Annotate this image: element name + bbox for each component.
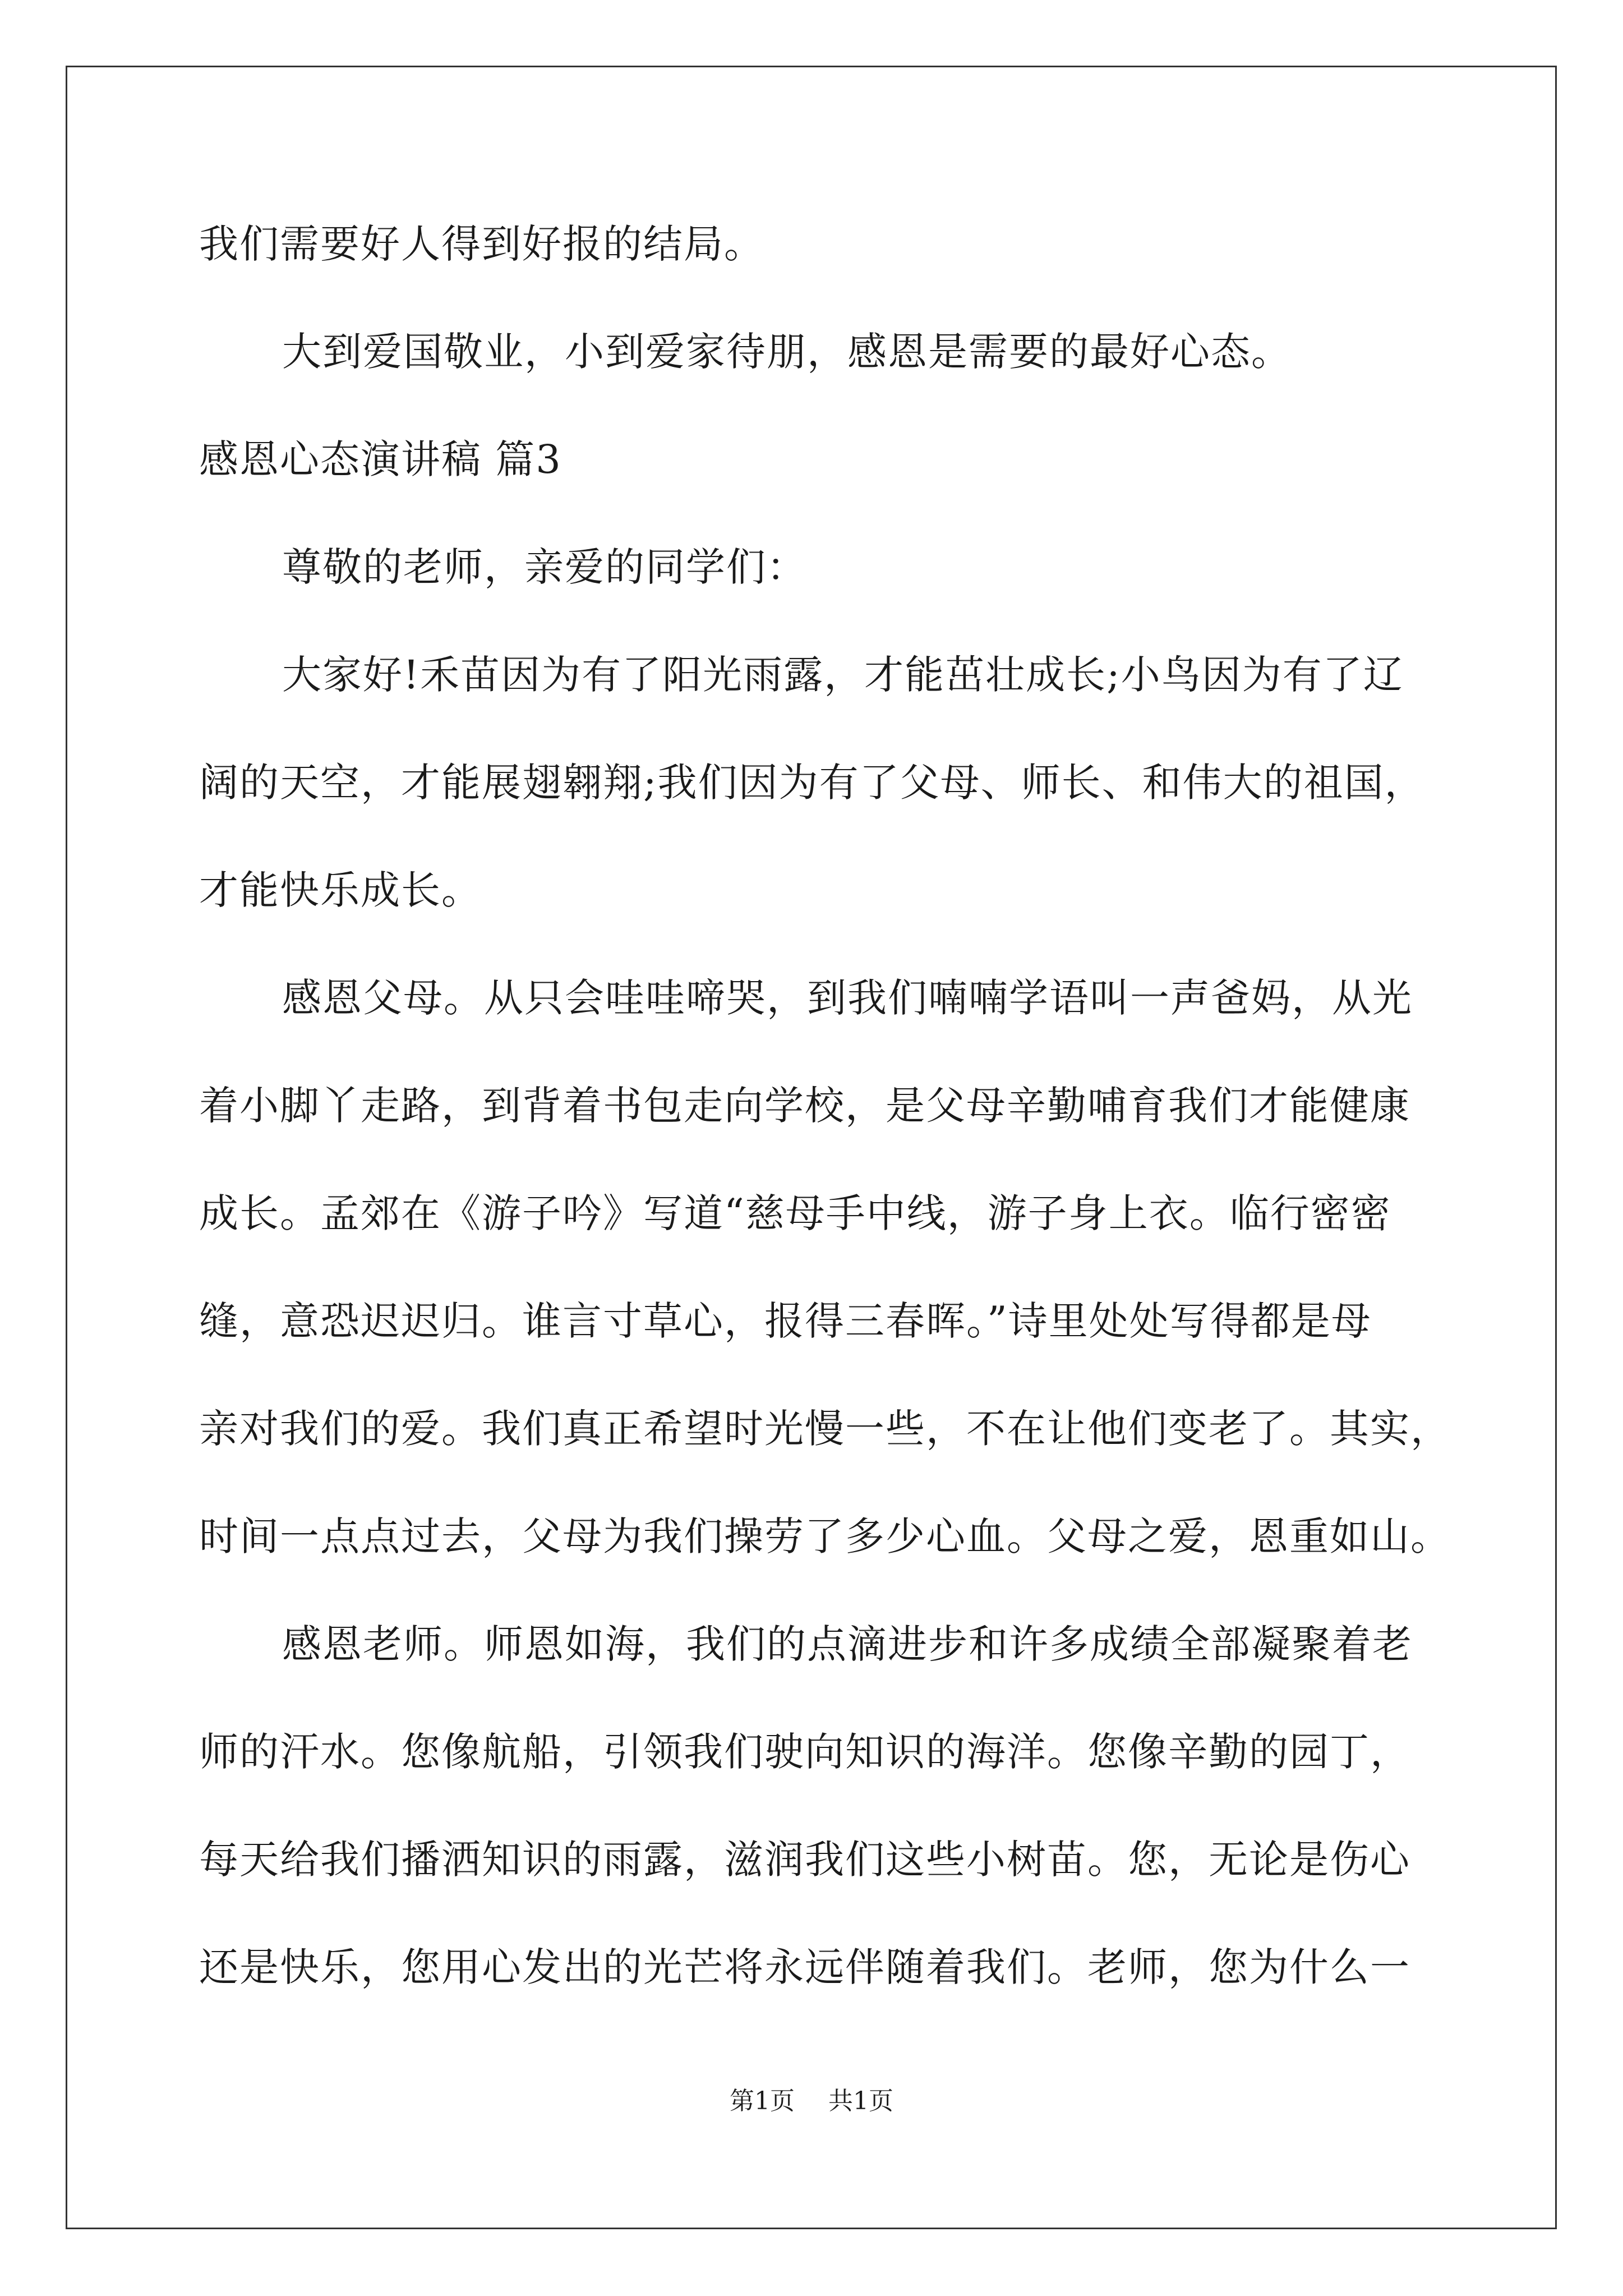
page-footer: [0, 2085, 1623, 2118]
text-line: 还是快乐，您用心发出的光芒将永远伴随着我们。老师，您为什么一: [199, 1944, 1410, 1990]
text-line: 时间一点点过去，父母为我们操劳了多少心血。父母之爱，恩重如山。: [199, 1513, 1451, 1559]
text-line: 亲对我们的爱。我们真正希望时光慢一些，不在让他们变老了。其实，: [199, 1406, 1451, 1452]
section-heading: 感恩心态演讲稿 篇3: [199, 436, 562, 482]
text-line: 每天给我们播洒知识的雨露，滋润我们这些小树苗。您，无论是伤心: [199, 1837, 1410, 1883]
text-line: 感恩老师。师恩如海，我们的点滴进步和许多成绩全部凝聚着老: [282, 1621, 1413, 1667]
text-line: 感恩父母。从只会哇哇啼哭，到我们喃喃学语叫一声爸妈，从光: [282, 975, 1413, 1021]
text-line: 成长。孟郊在《游子吟》写道“慈母手中线，游子身上衣。临行密密: [199, 1190, 1391, 1236]
text-line: 缝，意恐迟迟归。谁言寸草心，报得三春晖。”诗里处处写得都是母: [199, 1298, 1372, 1344]
text-line: 着小脚丫走路，到背着书包走向学校，是父母辛勤哺育我们才能健康: [199, 1083, 1410, 1129]
text-line: 大家好!禾苗因为有了阳光雨露，才能茁壮成长;小鸟因为有了辽: [282, 652, 1404, 698]
page-total: 共1页: [828, 2087, 893, 2115]
text-line: 大到爱国敬业，小到爱家待朋，感恩是需要的最好心态。: [282, 329, 1292, 375]
text-line: 我们需要好人得到好报的结局。: [199, 221, 764, 267]
text-line: 尊敬的老师，亲爱的同学们：: [282, 544, 807, 590]
text-line: 师的汗水。您像航船，引领我们驶向知识的海洋。您像辛勤的园丁，: [199, 1729, 1410, 1775]
text-line: 才能快乐成长。: [199, 867, 482, 913]
page-number: 第1页: [730, 2087, 795, 2115]
document-body: [199, 213, 1451, 2044]
text-line: 阔的天空，才能展翅翱翔;我们因为有了父母、师长、和伟大的祖国，: [199, 760, 1425, 806]
